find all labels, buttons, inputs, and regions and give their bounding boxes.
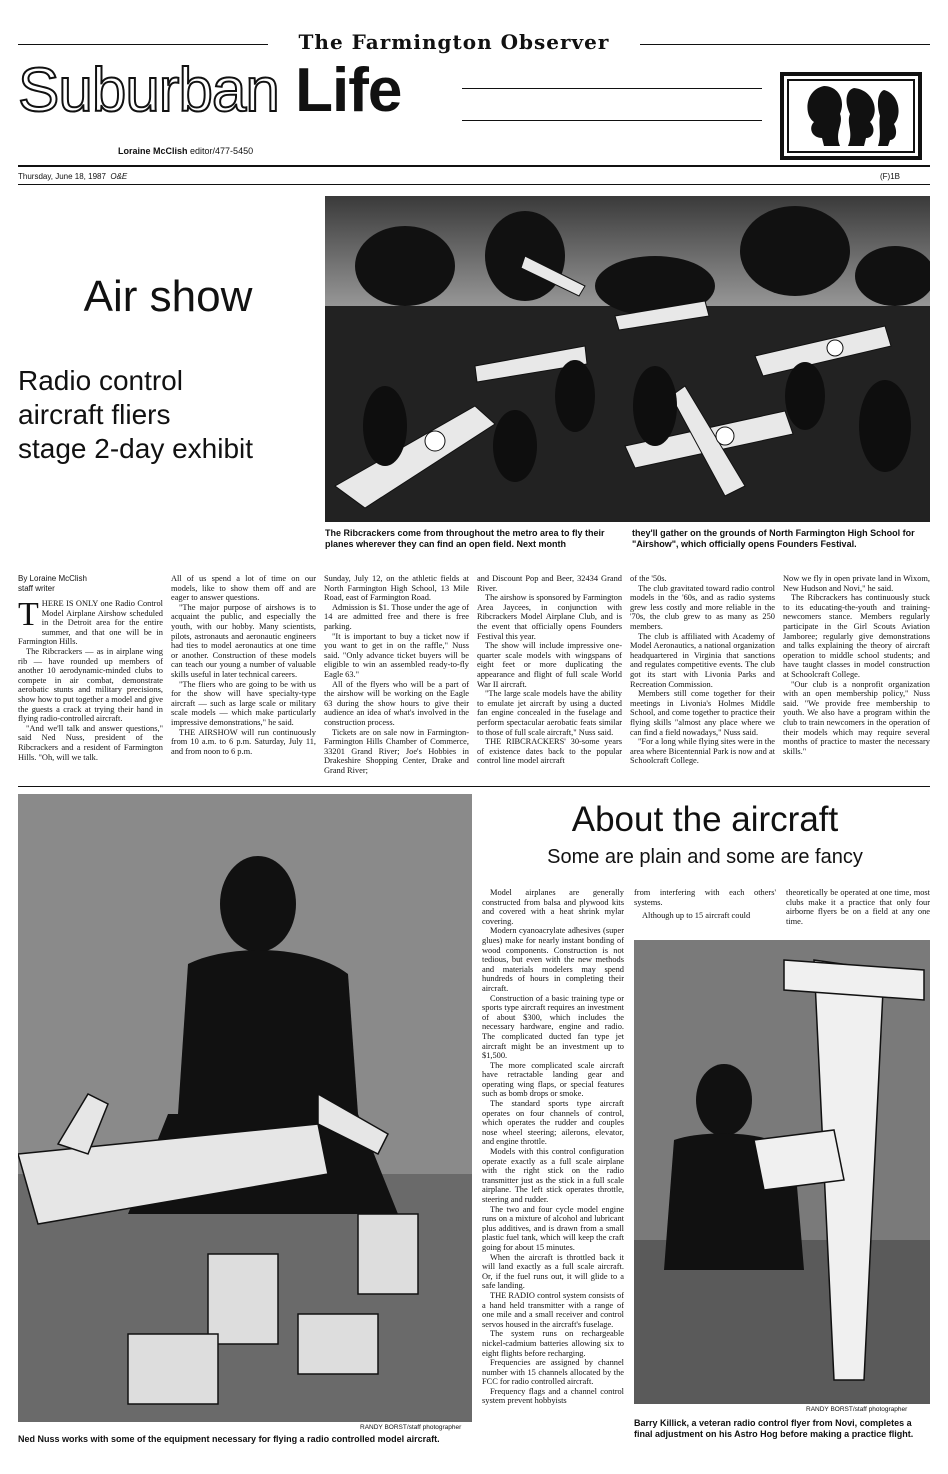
second-subhead: Some are plain and some are fancy	[547, 846, 863, 868]
second-paragraph: from interfering with each others' systems.	[634, 888, 776, 907]
left-photo-caption: Ned Nuss works with some of the equipment necessary for flying a radio controlled model aircraft.	[18, 1434, 440, 1444]
editor-role: editor/477-5450	[190, 146, 254, 156]
header-rule-bottom	[18, 184, 930, 185]
second-paragraph: Modern cyanoacrylate adhesives (super glues) make for nearly instant bonding of wood components. Construction is not tedious, but even with the new methods and materials modelers may spend hundreds of hours in completing their aircraft.	[482, 926, 624, 993]
second-headline: About the aircraft	[571, 800, 839, 839]
lead-paragraph: THE AIRSHOW will run continuously from 10 a.m. to 6 p.m. Saturday, July 11, and from noon to 6 p.m.	[171, 727, 316, 756]
second-paragraph: The two and four cycle model engine runs on a mixture of alcohol and lubricant plus additives, and is drawn from a small plastic fuel tank, which will keep the craft going for about 15 minutes.	[482, 1204, 624, 1252]
edition: O&E	[110, 172, 128, 181]
lead-photo-caption-right: they'll gather on the grounds of North Farmington High School for "Airshow", which officially opens Founders Festival.	[632, 528, 915, 549]
lead-paragraph: Tickets are on sale now in Farmington-Farmington Hills Chamber of Commerce, 33201 Grand River; Joe's Hobbies in Drakeshire Shopping Center, Drake and Grand River;	[324, 727, 469, 775]
second-paragraph: THE RADIO control system consists of a hand held transmitter with a range of one mile and a small receiver and control servos housed in the aircraft's fuselage.	[482, 1290, 624, 1329]
lead-paragraph: All of us spend a lot of time on our models, like to show them off and are eager to answer questions.	[171, 574, 316, 603]
lead-column-3	[324, 574, 469, 775]
second-paragraph: Construction of a basic training type or sports type aircraft requires an investment of about $300, which includes the necessary hardware, engine and radio. The complicated ducted fan type jet aircraft might be an investment up to $1,500.	[482, 993, 624, 1061]
section-title	[18, 56, 402, 125]
editor-name: Loraine McClish	[118, 146, 188, 156]
left-photo	[18, 794, 472, 1422]
date: Thursday, June 18, 1987	[18, 172, 106, 181]
left-photo-credit: RANDY BORST/staff photographer	[360, 1424, 462, 1431]
right-photo	[634, 940, 930, 1404]
second-column-2	[634, 888, 776, 921]
lead-column-2	[171, 574, 316, 756]
lead-subhead-line-2: aircraft fliers	[18, 399, 171, 430]
title-rule-1	[462, 88, 762, 89]
second-paragraph: Frequency flags and a channel control system prevent hobbyists	[482, 1386, 624, 1406]
lead-paragraph: The club is affiliated with Academy of Model Aeronautics, a national organization headquartered in Virginia that sanctions and regulates competitive events. The club got its start with Livonia Parks and Recreation Commission.	[630, 631, 775, 689]
lead-paragraph: "And we'll talk and answer questions," said Ned Nuss, president of the Ribcrackers and a resident of Farmington Hills. "Oh, will we talk.	[18, 723, 163, 762]
second-paragraph: The more complicated scale aircraft have retractable landing gear and operating wing flaps, or special features such as bomb drops or smoke.	[482, 1060, 624, 1099]
second-paragraph: Model airplanes are generally constructed from balsa and plywood kits and covered with a heat shrink mylar covering.	[482, 888, 624, 926]
lead-paragraph: The Ribcrackers has continuously stuck to its educating-the-youth and training-newcomers stance. Members regularly participate in the Girl Scouts Aviation Jamboree; regularly give demonstrations and talks explaining the theory of aircraft operation to middle school students; and have taught classes in model construction at Schoolcraft College.	[783, 593, 930, 679]
second-paragraph: Models with this control configuration operate exactly as a full scale airplane with the right stick on the radio transmitter just as the stick in a full scale airplane. The left stick operates throttle, steering and rudder.	[482, 1147, 624, 1204]
lead-paragraph: The club gravitated toward radio control models in the '60s, and as radio systems grew less costly and more reliable in the '70s, the club grew to as many as 250 members.	[630, 583, 775, 631]
masthead-rule-right	[640, 44, 930, 45]
second-paragraph: theoretically be operated at one time, most clubs make it a practice that only four airborne flyers be on a field at any one time.	[786, 888, 930, 926]
lead-subhead-line-1: Radio control	[18, 365, 183, 396]
lead-photo-caption-left: The Ribcrackers come from throughout the metro area to fly their planes wherever they can find an open field. Next month	[325, 528, 605, 549]
second-paragraph: Frequencies are assigned by channel number with 15 channels allocated by the FCC for radio controlled aircraft.	[482, 1358, 624, 1387]
lead-paragraph: HERE IS ONLY one Radio Control Model Airplane Airshow scheduled in the Detroit area for the entire summer, and that one will be in Farmington Hills.	[18, 599, 163, 647]
drop-cap: T	[18, 596, 39, 633]
second-column-1	[482, 888, 624, 1406]
section-title-bold: Life	[295, 56, 402, 125]
lead-paragraph: "It is important to buy a ticket now if you want to get in on the raffle," Nuss said. "Only advance ticket buyers will be eligible to win an assembled ready-to-fly Eagle 63."	[324, 631, 469, 679]
header-rule-top	[18, 165, 930, 167]
editor-credit	[118, 146, 253, 156]
lead-paragraph: "Our club is a nonprofit organization with an open membership policy," Nuss said. "We provide free membership to youth. We also have a program within the club to train newcomers in the operation of their models which may require several months of practice to master the necessary skills."	[783, 679, 930, 756]
lead-paragraph: "For a long while flying sites were in the area where Bicentennial Park is now and at Schoolcraft College.	[630, 737, 775, 766]
lead-column-1	[18, 574, 163, 762]
title-rule-2	[462, 120, 762, 121]
lead-column-4	[477, 574, 622, 766]
lead-column-6	[783, 574, 930, 756]
page-number: (F)1B	[880, 172, 900, 181]
second-paragraph: When the aircraft is throttled back it will land exactly as a full scale aircraft. Or, if the fuel runs out, it will glide to a safe landing.	[482, 1252, 624, 1291]
lead-paragraph: Members still come together for their meetings in Livonia's Holmes Middle School, and come together to practice their flying skills "almost any place where we can find a field nowadays," Nuss said.	[630, 689, 775, 737]
byline	[18, 574, 163, 594]
lead-paragraph: of the '50s.	[630, 574, 667, 583]
lead-paragraph: "The fliers who are going to be with us for the show will have specialty-type aircraft — such as large scale or military scale models — which make particularly impressive demonstrations," he said.	[171, 679, 316, 727]
section-title-outline: Suburban	[18, 56, 279, 125]
lead-subhead-line-3: stage 2-day exhibit	[18, 433, 254, 464]
lead-subhead	[18, 364, 253, 466]
byline-role: staff writer	[18, 584, 55, 593]
lead-paragraph: Now we fly in open private land in Wixom, New Hudson and Novi," he said.	[783, 574, 930, 593]
lead-column-5	[630, 574, 775, 766]
lead-paragraph: and Discount Pop and Beer, 32434 Grand River.	[477, 574, 622, 593]
lead-paragraph: All of the flyers who will be a part of the airshow will be working on the Eagle 63 during the show hours to give their audience an idea of what's involved in the construction process.	[324, 679, 469, 727]
lead-paragraph: The airshow is sponsored by Farmington Area Jaycees, in conjunction with Ribcrackers Model Airplane Club, and is the event that officially opens Founders Festival this year.	[477, 593, 623, 641]
right-photo-caption: Barry Killick, a veteran radio control flyer from Novi, completes a final adjustment on his Astro Hog before making a practice flight.	[634, 1418, 914, 1439]
dateline	[18, 172, 127, 181]
second-paragraph: The standard sports type aircraft operates on four channels of control, which operates the rudder and couples nose wheel steering; ailerons, elevator, and engine throttle.	[482, 1099, 624, 1147]
masthead-rule-left	[18, 44, 268, 45]
right-photo-credit: RANDY BORST/staff photographer	[806, 1406, 908, 1413]
lead-paragraph: Admission is $1. Those under the age of 14 are admitted free and there is free parking.	[324, 602, 469, 631]
second-paragraph: Although up to 15 aircraft could	[642, 911, 751, 921]
lead-paragraph: The Ribcrackers — as in airplane wing rib — have rounded up members of another 10 aerodynamic-minded clubs to compete in air combat, demonstrate aerobatic stunts and military precisions, show how to put together a model and give the guests a crack at trying their hand in flying radio-controlled aircraft.	[18, 646, 163, 724]
byline-name: By Loraine McClish	[18, 574, 87, 583]
lead-paragraph: The show will include impressive one-quarter scale models with wingspans of eight feet or more duplicating the appearance and flight of full scale World War II aircraft.	[477, 641, 622, 689]
paper-name: The Farmington Observer	[298, 30, 610, 54]
lead-photo	[325, 196, 930, 522]
lead-headline: Air show	[83, 272, 253, 321]
second-column-3	[786, 888, 930, 926]
faces-logo-icon	[780, 72, 922, 160]
lead-paragraph: "The major purpose of airshows is to acquaint the public, and especially the youth, with our hobby. Many scientists, pilots, astronauts and aeronautic engineers had ties to model aeronautics at one time or another. Construction of these models can teach our young a number of valuable skills useful in later technical careers.	[171, 602, 316, 679]
lead-paragraph: Sunday, July 12, on the athletic fields at North Farmington High School, 13 Mile Road, east of Farmington Road.	[324, 574, 469, 603]
second-paragraph: The system runs on rechargeable nickel-cadmium batteries allowing six to eight flights before recharging.	[482, 1329, 624, 1358]
story-divider	[18, 786, 930, 787]
lead-paragraph: THE RIBCRACKERS' 30-some years of existence dates back to the popular control line model aircraft	[477, 737, 622, 766]
lead-paragraph: "The large scale models have the ability to emulate jet aircraft by using a ducted fan engine concealed in the fuselage and perform spectacular aerobatic feats similar to those of full scale aircraft," Nuss said.	[477, 689, 622, 737]
